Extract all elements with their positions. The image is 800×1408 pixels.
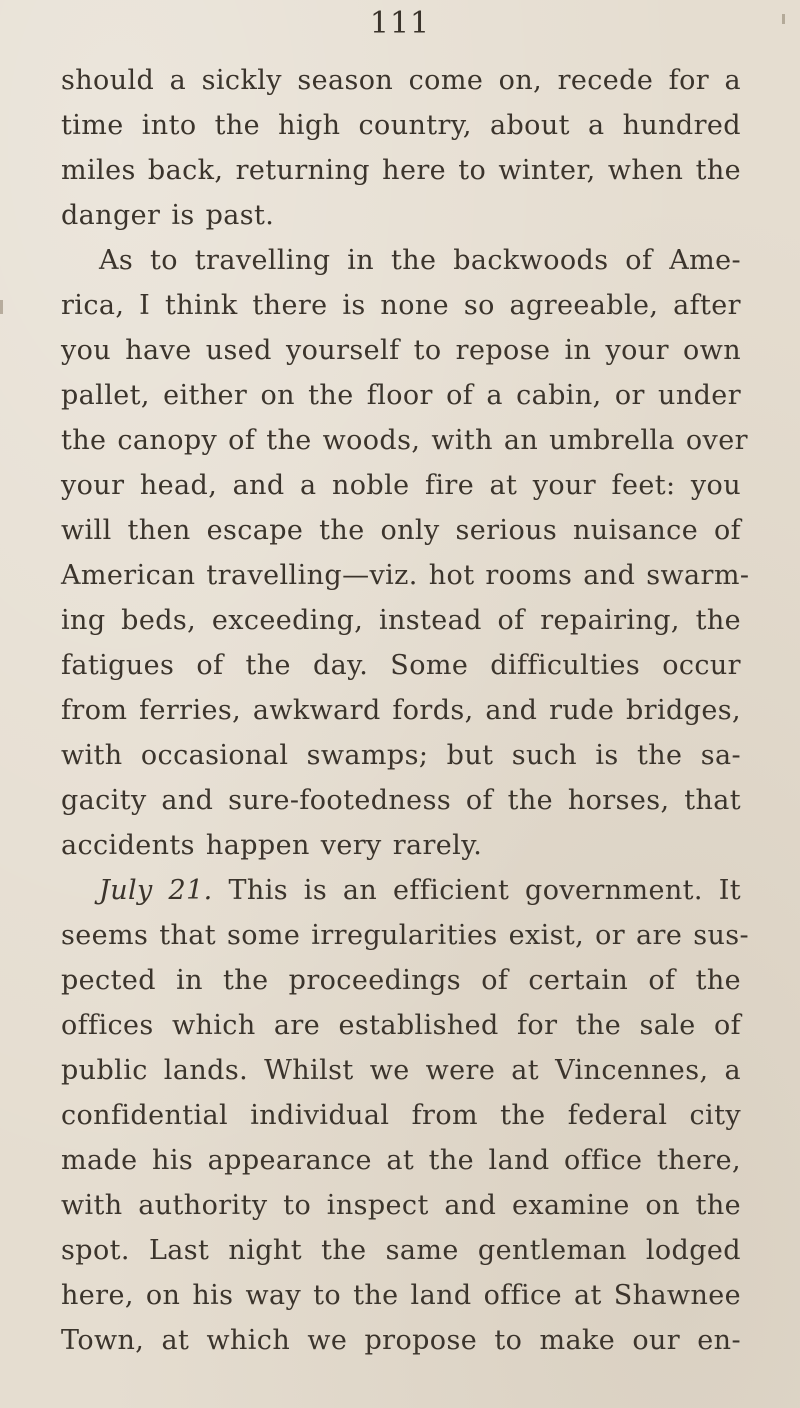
text-line: Town, at which we propose to make our en-	[61, 1325, 741, 1356]
text-line: made his appearance at the land office there,	[61, 1145, 741, 1176]
body-text	[61, 58, 750, 1363]
text-line: As to travelling in the backwoods of Ame-	[99, 245, 741, 276]
text-line: accidents happen very rarely.	[61, 830, 483, 861]
text-line: danger is past.	[61, 200, 275, 231]
text-line: the canopy of the woods, with an umbrella over	[61, 425, 748, 456]
text-line: here, on his way to the land office at Shawnee	[61, 1280, 741, 1311]
text-line: ing beds, exceeding, instead of repairing, the	[61, 605, 741, 636]
text-line: seems that some irregularities exist, or are sus-	[61, 920, 750, 951]
text-line: gacity and sure-footedness of the horses, that	[61, 785, 741, 816]
page-edge-mark	[0, 300, 3, 314]
text-line: offices which are established for the sale of	[61, 1010, 741, 1041]
text-line: time into the high country, about a hundred	[61, 110, 741, 141]
text-line: rica, I think there is none so agreeable, after	[61, 290, 741, 321]
text-line: public lands. Whilst we were at Vincennes, a	[61, 1055, 741, 1086]
text-line: pected in the proceedings of certain of the	[61, 965, 741, 996]
text-line: miles back, returning here to winter, when the	[61, 155, 741, 186]
text-line: pallet, either on the floor of a cabin, or under	[61, 380, 741, 411]
page-number: 111	[369, 6, 431, 41]
text-line: American travelling—viz. hot rooms and swarm-	[61, 560, 750, 591]
date-label: July 21.	[99, 875, 213, 906]
text-line: fatigues of the day. Some difficulties occur	[61, 650, 741, 681]
text-line-rest: This is an efficient government. It	[228, 875, 742, 906]
text-line: spot. Last night the same gentleman lodged	[61, 1235, 741, 1266]
text-line: confidential individual from the federal city	[61, 1100, 741, 1131]
text-line: should a sickly season come on, recede for a	[61, 65, 741, 96]
text-line: your head, and a noble fire at your feet: you	[61, 470, 741, 501]
text-line: you have used yourself to repose in your own	[61, 335, 741, 366]
page-edge-mark	[782, 14, 785, 24]
text-line: from ferries, awkward fords, and rude bridges,	[61, 695, 741, 726]
text-line: with occasional swamps; but such is the sa-	[61, 740, 741, 771]
text-line: with authority to inspect and examine on the	[61, 1190, 741, 1221]
text-line-dated	[61, 868, 741, 913]
text-line: will then escape the only serious nuisance of	[61, 515, 741, 546]
